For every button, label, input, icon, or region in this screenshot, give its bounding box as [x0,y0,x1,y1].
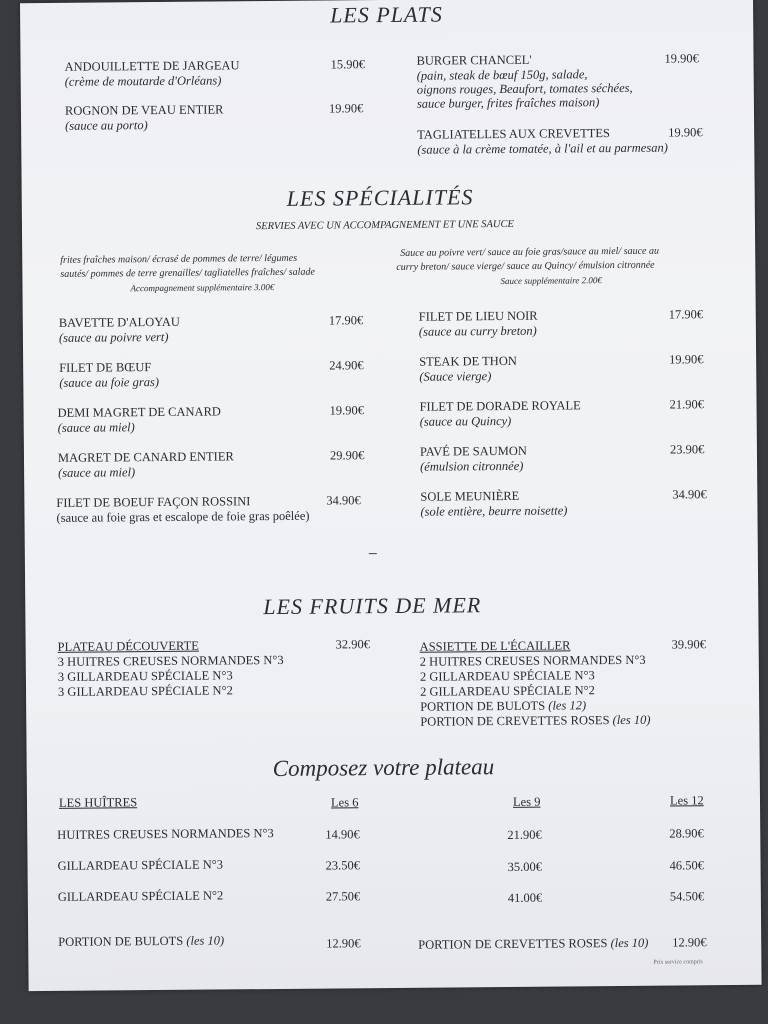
dish-desc: (sauce au Quincy) [419,413,512,429]
sauce-list: curry breton/ sauce vierge/ sauce au Quincy/ émulsion citronnée [396,259,655,273]
plateau-price: 32.90€ [335,637,371,652]
assiette-line: 2 GILLARDEAU SPÉCIALE N°3 [419,668,595,684]
assiette-qty: (les 10) [612,712,651,728]
dish-name: PAVÉ DE SAUMON [419,443,527,459]
assiette-item: PORTION DE BULOTS [420,698,549,714]
section-title-composez: Composez votre plateau [272,754,495,782]
plateau-line: 3 HUITRES CREUSES NORMANDES N°3 [57,652,284,669]
dish-desc: (sauce au curry breton) [418,323,537,339]
assiette-name: ASSIETTE DE L'ÉCAILLER [419,638,571,654]
oyster-name: GILLARDEAU SPÉCIALE N°3 [57,857,224,873]
dish-desc: (Sauce vierge) [419,369,492,384]
dish-price: 19.90€ [328,101,364,116]
section-title-specialites: LES SPÉCIALITÉS [286,184,474,211]
dish-price: 24.90€ [329,358,364,373]
accompaniment-supplement: Accompagnement supplémentaire 3.00€ [130,281,275,294]
dish-desc: (sauce au poivre vert) [58,329,169,345]
crevettes-qty: (les 10) [610,935,649,951]
oyster-name: HUITRES CREUSES NORMANDES N°3 [57,826,274,842]
col-header-9: Les 9 [512,794,541,809]
dish-name: BAVETTE D'ALOYAU [58,314,180,330]
price-6: 23.50€ [325,858,360,873]
dish-price: 34.90€ [672,487,707,502]
dish-name: FILET DE BŒUF [59,360,152,375]
bulots-qty: (les 10) [186,933,225,948]
dish-price: 21.90€ [669,397,704,412]
dish-desc: (sole entière, beurre noisette) [420,503,568,519]
dish-desc: (sauce au foie gras et escalope de foie gras poêlée) [56,508,310,525]
crevettes-line [418,936,648,953]
dish-price: 34.90€ [326,493,361,508]
dish-name: FILET DE LIEU NOIR [418,308,538,324]
price-9: 41.00€ [507,890,543,905]
accompaniment-list: frites fraîches maison/ écrasé de pommes de terre/ légumes [60,252,298,266]
dish-desc: (sauce à la crème tomatée, à l'ail et au parmesan) [417,140,668,157]
sauce-supplement: Sauce supplémentaire 2.00€ [500,275,602,287]
price-12: 28.90€ [669,826,704,841]
dish-desc: (sauce au foie gras) [59,375,160,390]
assiette-qty: (les 12) [548,698,587,713]
crevettes-name: PORTION DE CREVETTES ROSES [418,936,611,952]
dish-name: ROGNON DE VEAU ENTIER [64,102,224,118]
footer-note: Prix service compris [653,959,703,966]
dish-desc: (sauce au miel) [58,465,136,480]
section-subtitle: SERVIES AVEC UN ACCOMPAGNEMENT ET UNE SAUCE [255,218,514,233]
assiette-line [420,713,650,730]
dish-name: FILET DE DORADE ROYALE [419,398,581,414]
menu-page [20,0,762,991]
dish-desc: sauce burger, frites fraîches maison) [416,95,600,111]
price-12: 54.50€ [669,889,705,904]
plateau-line: 3 GILLARDEAU SPÉCIALE N°3 [57,668,233,684]
assiette-item: PORTION DE CREVETTES ROSES [420,713,613,729]
bulots-name: PORTION DE BULOTS [58,933,187,949]
dish-price: 19.90€ [664,51,699,66]
price-9: 21.90€ [507,827,542,842]
dish-price: 17.90€ [328,313,364,328]
dish-name: DEMI MAGRET DE CANARD [57,404,221,420]
dish-name: SOLE MEUNIÈRE [420,488,520,504]
col-header-6: Les 6 [330,795,359,810]
col-label: LES HUÎTRES [58,795,138,810]
price-9: 35.00€ [507,859,543,874]
dish-name: STEAK DE THON [419,353,517,369]
plateau-line: 3 GILLARDEAU SPÉCIALE N°2 [57,683,233,699]
dish-desc: (sauce au miel) [57,420,135,435]
dish-price: 17.90€ [668,307,704,322]
bulots-line [58,933,224,949]
price-6: 27.50€ [325,889,361,904]
dish-price: 29.90€ [329,448,365,463]
divider-dash [369,553,377,554]
dish-name: ANDOUILLETTE DE JARGEAU [64,58,240,74]
oyster-name: GILLARDEAU SPÉCIALE N°2 [57,888,224,904]
section-title-fruits-de-mer: LES FRUITS DE MER [263,592,482,620]
section-title-plats: LES PLATS [330,1,443,28]
dish-desc: (crème de moutarde d'Orléans) [64,73,222,89]
assiette-line: 2 GILLARDEAU SPÉCIALE N°2 [419,683,595,699]
col-header-12: Les 12 [669,793,704,808]
assiette-price: 39.90€ [671,637,707,652]
dish-desc: (pain, steak de bœuf 150g, salade, [416,67,588,83]
dish-name: FILET DE BOEUF FAÇON ROSSINI [56,494,251,510]
dish-desc: oignons rouges, Beaufort, tomates séchées, [416,80,633,97]
crevettes-price: 12.90€ [672,935,707,950]
dish-name: MAGRET DE CANARD ENTIER [57,449,234,465]
price-6: 14.90€ [325,827,360,842]
assiette-line: 2 HUITRES CREUSES NORMANDES N°3 [419,652,646,669]
dish-price: 23.90€ [669,442,705,457]
dish-price: 19.90€ [668,125,703,140]
dish-price: 15.90€ [330,57,365,72]
dish-name: BURGER CHANCEL' [416,52,532,68]
dish-name: TAGLIATELLES AUX CREVETTES [417,126,610,142]
plateau-name: PLATEAU DÉCOUVERTE [57,638,199,654]
price-12: 46.50€ [669,858,704,873]
bulots-price: 12.90€ [326,936,361,951]
sauce-list: Sauce au poivre vert/ sauce au foie gras/sauce au miel/ sauce au [400,245,659,259]
accompaniment-list: sautés/ pommes de terre grenailles/ tagliatelles fraîches/ salade [60,266,315,280]
dish-price: 19.90€ [329,403,365,418]
assiette-line [420,698,586,714]
dish-price: 19.90€ [669,352,704,367]
dish-desc: (émulsion citronnée) [420,458,524,474]
dish-desc: (sauce au porto) [65,118,148,133]
